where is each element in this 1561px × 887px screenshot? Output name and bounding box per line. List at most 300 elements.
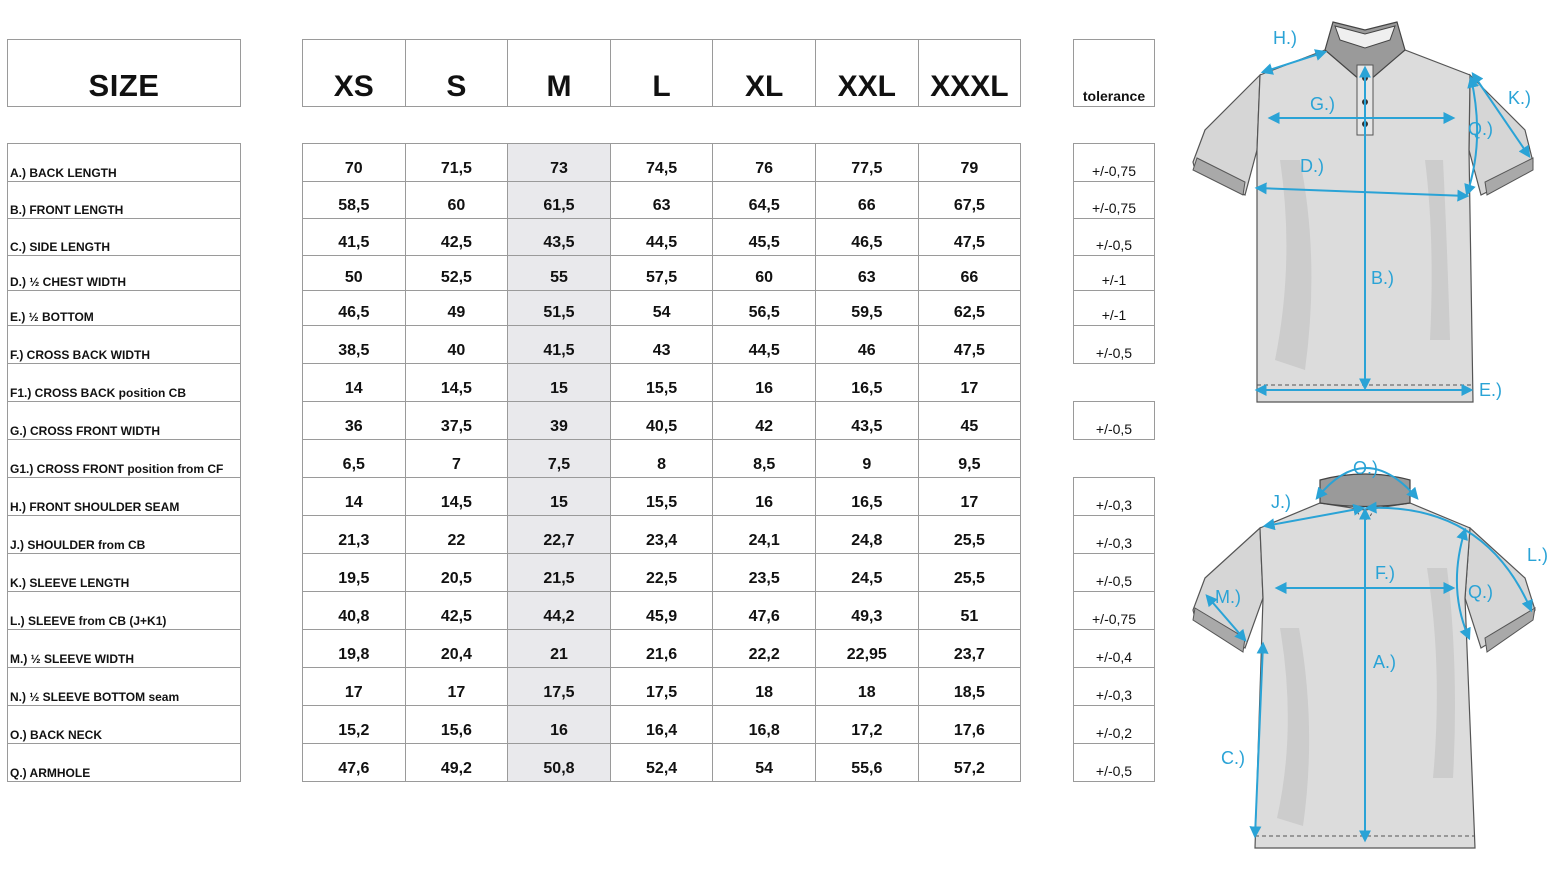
table-cell (918, 629, 1022, 668)
table-cell (507, 181, 611, 219)
table-cell (712, 705, 816, 744)
size-title: SIZE (88, 68, 160, 103)
table-cell (815, 363, 919, 402)
table-cell (610, 255, 714, 291)
size-header-label: XXL (837, 70, 896, 103)
tolerance-cell (1073, 325, 1155, 364)
tolerance-cell (1073, 143, 1155, 182)
table-cell (507, 629, 611, 668)
table-cell-value: 60 (755, 269, 774, 286)
table-cell-value: 22,7 (543, 532, 575, 549)
table-cell (712, 290, 816, 326)
table-cell (405, 290, 509, 326)
row-label-text: D.) ½ CHEST WIDTH (10, 275, 126, 289)
table-cell (302, 667, 406, 706)
row-label-text: J.) SHOULDER from CB (10, 538, 146, 552)
row-label (7, 439, 241, 478)
table-cell (712, 591, 816, 630)
row-label (7, 629, 241, 668)
table-cell (712, 218, 816, 256)
front-shirt-body (1193, 22, 1533, 402)
table-cell (302, 553, 406, 592)
table-cell-value: 47,5 (953, 234, 985, 251)
table-cell-value: 45,5 (748, 234, 780, 251)
table-cell-value: 14,5 (440, 380, 472, 397)
table-cell (815, 439, 919, 478)
table-cell (610, 181, 714, 219)
table-cell (815, 181, 919, 219)
table-cell (712, 363, 816, 402)
table-cell (712, 553, 816, 592)
row-label (7, 743, 241, 782)
table-cell-value: 17,6 (953, 722, 985, 739)
size-header-xxl (815, 39, 919, 107)
table-cell (507, 218, 611, 256)
table-cell (918, 439, 1022, 478)
table-cell (302, 439, 406, 478)
front-label-g: G.) (1310, 94, 1335, 114)
tolerance-value: +/-0,5 (1095, 345, 1133, 361)
back-shirt-diagram (1185, 448, 1555, 868)
table-cell-value: 37,5 (440, 418, 472, 435)
table-cell-value: 63 (857, 269, 876, 286)
table-cell-value: 17 (447, 684, 466, 701)
table-cell (712, 477, 816, 516)
table-cell-value: 63 (652, 197, 671, 214)
table-cell (610, 553, 714, 592)
table-cell (302, 325, 406, 364)
table-cell-value: 21 (550, 646, 568, 663)
table-cell (405, 705, 509, 744)
row-label (7, 515, 241, 554)
table-cell-value: 41,5 (338, 234, 370, 251)
table-cell (405, 218, 509, 256)
table-cell-value: 66 (960, 269, 979, 286)
row-label-text: B.) FRONT LENGTH (10, 203, 124, 217)
table-cell (507, 439, 611, 478)
row-label (7, 143, 241, 182)
table-cell (405, 363, 509, 402)
table-cell-value: 52,4 (646, 760, 678, 777)
table-cell (507, 290, 611, 326)
row-label (7, 290, 241, 326)
tolerance-header (1073, 39, 1155, 107)
table-cell-value: 52,5 (440, 269, 472, 286)
table-cell-value: 57,2 (953, 760, 985, 777)
row-label-text: L.) SLEEVE from CB (J+K1) (10, 614, 167, 628)
table-cell (405, 401, 509, 440)
tolerance-cell (1073, 667, 1155, 706)
tolerance-cell (1073, 743, 1155, 782)
table-cell (405, 325, 509, 364)
table-cell-value: 15,5 (646, 494, 678, 511)
table-cell-value: 43,5 (543, 234, 575, 251)
tolerance-value: +/-0,3 (1095, 535, 1133, 551)
table-cell-value: 17 (344, 684, 363, 701)
table-cell (712, 255, 816, 291)
table-cell-value: 42,5 (440, 234, 472, 251)
table-cell-value: 41,5 (543, 342, 575, 359)
table-cell-value: 7,5 (547, 456, 571, 473)
table-cell-value: 59,5 (851, 304, 883, 321)
table-cell-value: 9,5 (958, 456, 981, 473)
table-cell (918, 325, 1022, 364)
row-label (7, 591, 241, 630)
table-cell-value: 40 (447, 342, 466, 359)
table-cell (302, 477, 406, 516)
table-cell-value: 39 (550, 418, 568, 435)
size-header-label: M (546, 70, 572, 103)
table-cell (712, 325, 816, 364)
table-cell-value: 43,5 (851, 418, 883, 435)
table-cell (302, 515, 406, 554)
table-cell-value: 70 (344, 160, 363, 177)
row-label (7, 553, 241, 592)
table-cell (405, 515, 509, 554)
table-cell (302, 181, 406, 219)
table-cell (712, 143, 816, 182)
table-cell (918, 705, 1022, 744)
table-cell (405, 743, 509, 782)
table-cell-value: 47,6 (748, 608, 780, 625)
table-cell-value: 24,8 (851, 532, 883, 549)
table-cell-value: 54 (652, 304, 671, 321)
row-label-text: Q.) ARMHOLE (10, 766, 91, 780)
table-cell (507, 401, 611, 440)
table-cell-value: 42 (755, 418, 774, 435)
table-cell-value: 18 (857, 684, 876, 701)
table-cell-value: 23,4 (646, 532, 678, 549)
row-label-text: K.) SLEEVE LENGTH (10, 576, 130, 590)
table-cell (405, 439, 509, 478)
table-cell (815, 218, 919, 256)
tolerance-cell (1073, 218, 1155, 256)
table-cell-value: 8 (657, 456, 667, 473)
table-cell (610, 363, 714, 402)
table-cell-value: 21,5 (543, 570, 575, 587)
size-header-xs (302, 39, 406, 107)
table-cell (405, 591, 509, 630)
table-cell (918, 477, 1022, 516)
table-cell-value: 23,5 (748, 570, 780, 587)
table-cell (815, 477, 919, 516)
size-header-label: S (446, 70, 467, 103)
table-cell (302, 401, 406, 440)
table-cell (507, 591, 611, 630)
table-cell-value: 15 (550, 380, 568, 397)
table-cell-value: 47,6 (338, 760, 370, 777)
table-cell-value: 16,8 (748, 722, 780, 739)
row-label-text: N.) ½ SLEEVE BOTTOM seam (10, 690, 180, 704)
table-cell-value: 16,5 (851, 380, 883, 397)
front-label-b: B.) (1371, 268, 1395, 288)
table-cell-value: 44,2 (543, 608, 575, 625)
table-cell-value: 17,5 (646, 684, 678, 701)
table-cell (815, 401, 919, 440)
row-label (7, 325, 241, 364)
table-cell (815, 290, 919, 326)
table-cell-value: 49 (447, 304, 466, 321)
table-cell-value: 38,5 (338, 342, 370, 359)
table-cell (712, 629, 816, 668)
table-cell-value: 15,2 (338, 722, 370, 739)
table-cell (815, 743, 919, 782)
table-cell-value: 16 (755, 380, 774, 397)
size-header-s (405, 39, 509, 107)
table-cell (302, 629, 406, 668)
table-cell-value: 9 (862, 456, 872, 473)
table-cell-value: 58,5 (338, 197, 370, 214)
back-label-a: A.) (1373, 652, 1397, 672)
table-cell (712, 667, 816, 706)
table-cell-value: 23,7 (953, 646, 985, 663)
table-cell (610, 218, 714, 256)
table-cell-value: 14 (344, 380, 363, 397)
tolerance-cell (1073, 591, 1155, 630)
table-cell-value: 21,6 (646, 646, 678, 663)
size-header-l (610, 39, 714, 107)
front-label-d: D.) (1300, 156, 1324, 176)
tolerance-cell (1073, 401, 1155, 440)
table-cell-value: 60 (447, 197, 466, 214)
row-label (7, 181, 241, 219)
table-cell (302, 218, 406, 256)
table-cell-value: 77,5 (851, 160, 883, 177)
row-label-text: C.) SIDE LENGTH (10, 240, 111, 254)
tolerance-value: +/-0,3 (1095, 687, 1133, 703)
row-label-text: O.) BACK NECK (10, 728, 102, 742)
table-cell (405, 553, 509, 592)
back-label-j: J.) (1271, 492, 1291, 512)
size-header-label: XS (333, 70, 374, 103)
table-cell (507, 667, 611, 706)
tolerance-cell (1073, 477, 1155, 516)
table-cell-value: 25,5 (953, 532, 985, 549)
tolerance-value: +/-0,5 (1095, 237, 1133, 253)
table-cell (918, 515, 1022, 554)
table-cell (302, 743, 406, 782)
table-cell-value: 21,3 (338, 532, 370, 549)
table-cell (507, 143, 611, 182)
row-label-text: G1.) CROSS FRONT position from CF (10, 462, 224, 476)
table-cell (918, 591, 1022, 630)
table-cell-value: 44,5 (748, 342, 780, 359)
row-label (7, 477, 241, 516)
table-cell (918, 218, 1022, 256)
table-cell (712, 743, 816, 782)
table-cell-value: 45,9 (646, 608, 678, 625)
size-header-m (507, 39, 611, 107)
table-cell (918, 553, 1022, 592)
table-cell (405, 629, 509, 668)
table-cell-value: 24,1 (748, 532, 780, 549)
tolerance-cell (1073, 629, 1155, 668)
table-cell-value: 16,4 (646, 722, 678, 739)
table-cell-value: 44,5 (646, 234, 678, 251)
table-cell-value: 24,5 (851, 570, 883, 587)
table-cell-value: 6,5 (342, 456, 365, 473)
table-cell (302, 255, 406, 291)
table-cell (507, 477, 611, 516)
back-label-f: F.) (1375, 563, 1395, 583)
table-cell (815, 705, 919, 744)
table-cell-value: 16 (755, 494, 774, 511)
table-cell (815, 255, 919, 291)
table-cell-value: 79 (960, 160, 979, 177)
table-cell (610, 515, 714, 554)
table-cell-value: 16,5 (851, 494, 883, 511)
table-cell (815, 553, 919, 592)
table-cell-value: 16 (550, 722, 568, 739)
table-cell-value: 74,5 (646, 160, 678, 177)
table-cell-value: 50 (344, 269, 363, 286)
table-cell (610, 439, 714, 478)
row-label-text: E.) ½ BOTTOM (10, 310, 94, 324)
table-cell-value: 67,5 (953, 197, 985, 214)
table-cell (918, 363, 1022, 402)
table-cell (302, 705, 406, 744)
table-cell-value: 40,8 (338, 608, 370, 625)
row-label-text: M.) ½ SLEEVE WIDTH (10, 652, 135, 666)
tolerance-cell (1073, 705, 1155, 744)
row-label-text: G.) CROSS FRONT WIDTH (10, 424, 160, 438)
table-cell-value: 51 (960, 608, 979, 625)
table-cell (610, 401, 714, 440)
table-cell-value: 19,8 (338, 646, 370, 663)
table-cell-value: 56,5 (748, 304, 780, 321)
table-cell-value: 46,5 (851, 234, 883, 251)
table-cell-value: 55,6 (851, 760, 883, 777)
table-cell-value: 15,5 (646, 380, 678, 397)
table-cell-value: 14 (344, 494, 363, 511)
table-cell-value: 15,6 (440, 722, 472, 739)
size-header-xl (712, 39, 816, 107)
table-cell (405, 143, 509, 182)
table-cell-value: 17 (960, 380, 979, 397)
table-cell-value: 49,2 (440, 760, 472, 777)
table-cell-value: 18,5 (953, 684, 985, 701)
table-cell-value: 55 (550, 269, 568, 286)
row-label (7, 667, 241, 706)
size-header-xxxl (918, 39, 1022, 107)
table-cell-value: 8,5 (753, 456, 776, 473)
table-cell (815, 143, 919, 182)
table-cell-value: 64,5 (748, 197, 780, 214)
back-label-q: Q.) (1468, 582, 1493, 602)
back-label-l: L.) (1527, 545, 1549, 565)
back-label-c: C.) (1221, 748, 1245, 768)
table-cell (815, 591, 919, 630)
table-cell (507, 255, 611, 291)
row-label-text: A.) BACK LENGTH (10, 166, 117, 180)
table-cell-value: 62,5 (953, 304, 985, 321)
table-cell (610, 477, 714, 516)
table-cell (918, 667, 1022, 706)
table-cell-value: 46 (857, 342, 876, 359)
table-cell (918, 255, 1022, 291)
tolerance-value: +/-0,4 (1095, 649, 1133, 665)
table-cell-value: 54 (755, 760, 774, 777)
table-cell (302, 363, 406, 402)
table-cell-value: 66 (857, 197, 876, 214)
tolerance-cell (1073, 553, 1155, 592)
table-cell (712, 439, 816, 478)
table-cell (507, 363, 611, 402)
size-header-label: XL (745, 70, 784, 103)
back-label-m: M.) (1215, 587, 1241, 607)
tolerance-cell (1073, 290, 1155, 326)
tolerance-value: +/-0,2 (1095, 725, 1133, 741)
table-cell (507, 705, 611, 744)
table-cell-value: 61,5 (543, 197, 575, 214)
table-cell (507, 553, 611, 592)
table-cell (302, 591, 406, 630)
table-cell-value: 19,5 (338, 570, 370, 587)
table-cell (507, 515, 611, 554)
table-cell-value: 17,2 (851, 722, 883, 739)
table-cell (405, 181, 509, 219)
row-label (7, 363, 241, 402)
table-cell (712, 181, 816, 219)
table-cell-value: 36 (344, 418, 363, 435)
size-header-label: XXXL (930, 70, 1009, 103)
table-cell-value: 45 (960, 418, 979, 435)
table-cell-value: 18 (755, 684, 774, 701)
table-cell (610, 591, 714, 630)
tolerance-value: +/-1 (1101, 272, 1127, 288)
table-cell-value: 17 (960, 494, 979, 511)
table-cell-value: 17,5 (543, 684, 575, 701)
front-label-e: E.) (1479, 380, 1503, 400)
table-cell-value: 15 (550, 494, 568, 511)
tolerance-value: +/-0,75 (1092, 200, 1136, 216)
tolerance-value: +/-0,75 (1092, 163, 1136, 179)
table-cell-value: 22,5 (646, 570, 678, 587)
tolerance-value: +/-0,5 (1095, 421, 1133, 437)
front-shirt-diagram (1185, 10, 1555, 410)
row-label-text: F.) CROSS BACK WIDTH (10, 348, 150, 362)
table-cell (712, 401, 816, 440)
table-cell (405, 667, 509, 706)
table-cell-value: 51,5 (543, 304, 575, 321)
table-cell (610, 705, 714, 744)
table-cell (610, 290, 714, 326)
front-label-k: K.) (1508, 88, 1532, 108)
table-cell (815, 325, 919, 364)
table-cell (918, 743, 1022, 782)
table-cell-value: 73 (550, 160, 568, 177)
table-cell (405, 255, 509, 291)
table-cell (918, 401, 1022, 440)
table-cell (712, 515, 816, 554)
table-cell (302, 143, 406, 182)
table-cell (610, 743, 714, 782)
table-cell-value: 20,4 (440, 646, 472, 663)
row-label (7, 705, 241, 744)
table-cell-value: 57,5 (646, 269, 678, 286)
back-label-o: O.) (1353, 458, 1378, 478)
size-header-label: L (652, 70, 671, 103)
table-cell (610, 143, 714, 182)
table-cell (815, 629, 919, 668)
table-cell-value: 43 (652, 342, 671, 359)
table-cell (815, 667, 919, 706)
table-cell (302, 290, 406, 326)
tolerance-value: +/-0,3 (1095, 497, 1133, 513)
table-cell (918, 143, 1022, 182)
row-label (7, 218, 241, 256)
table-cell (507, 743, 611, 782)
